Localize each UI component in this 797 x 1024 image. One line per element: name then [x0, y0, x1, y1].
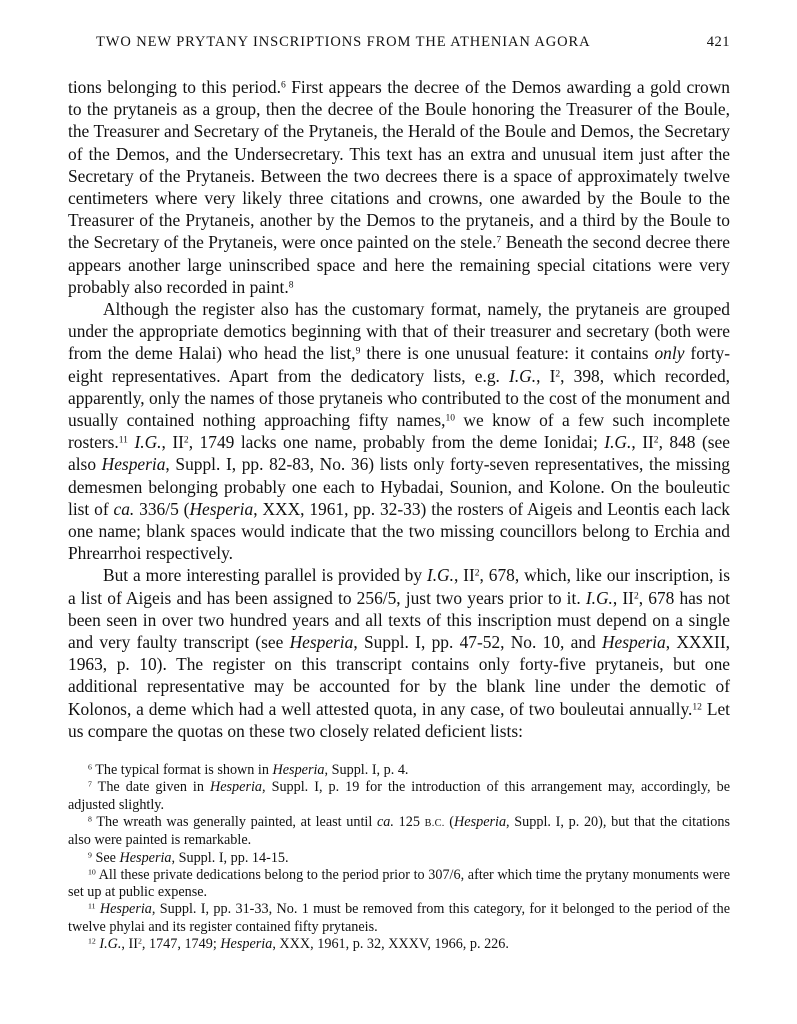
paragraph-2: Although the register also has the customary format, namely, the prytaneis are grouped under the appropriate demotics beginning with that of their treasurer and secretary (both were from the deme Halai) who head the list,$^9$ there is one unusual feature: it contains only forty-eight representatives. Apart from the dedicatory lists, e.g. I.G., $I^2$, 398, which recorded, apparently, only the names of those prytaneis who contributed to the cost of the monument and usually contained nothing approaching fifty names,$^{10}$ we know of a few such incomplete rosters.$^{11}$ I.G., $II^2$, 1749 lacks one name, probably from the deme Ionidai; I.G., $II^2$, 848 (see also Hesperia, Suppl. I, pp. 82-83, No. 36) lists only forty-seven representatives, the missing demesmen belonging probably one each to Hybadai, Sounion, and Kolone. On the bouleutic list of ca. 336/5 (Hesperia, XXX, 1961, pp. 32-33) the rosters of Aigeis and Leontis each lack one name; blank spaces would indicate that the two missing councillors belong to Erchia and Phrearrhoi respectively. [68, 299, 731, 564]
footnote-11: $^{11}$ Hesperia, Suppl. I, pp. 31-33, No. 1 must be removed from this category, for it belonged to the period of the twelve phylai and its register contained fifty prytaneis. [68, 901, 731, 935]
running-title: TWO NEW PRYTANY INSCRIPTIONS FROM THE ATHENIAN AGORA [96, 34, 591, 50]
footnote-ref-9[interactable]: 9 [355, 345, 361, 357]
footnote-7: $^7$ The date given in Hesperia, Suppl. I, p. 19 for the introduction of this arrangement may, accordingly, be adjusted slightly. [68, 779, 730, 813]
footnote-ref-12[interactable]: 12 [692, 700, 702, 712]
footnote-ref-11[interactable]: 11 [118, 434, 128, 446]
footnote-ref-6[interactable]: 6 [280, 79, 286, 91]
paragraph-1: tions belonging to this period.$^6$ First appears the decree of the Demos awarding a gold crown to the prytaneis as a group, then the decree of the Boule honoring the Treasurer of the Boule, the Treasurer and Secretary of the Prytaneis, the Herald of the Boule and Demos, the Secretary of the Demos, and the Undersecretary. This text has an extra and unusual item just after the Secretary of the Prytaneis. Between the two decrees there is a space of approximately twelve centimeters where very likely three citations and crowns, one awarded by the Boule to the Treasurer of the Prytaneis, another by the Demos to the prytaneis, and a third by the Boule to the Secretary of the Prytaneis, were once painted on the stele.$^7$ Beneath the second decree there appears another large uninscribed space and here the remaining special citations were very probably also recorded in paint.$^8$ [68, 77, 731, 297]
footnotes [68, 762, 730, 953]
footnote-ref-10[interactable]: 10 [445, 412, 456, 424]
footnote-10: $^{10}$ All these private dedications belong to the period prior to 307/6, after which time the prytany monuments were set up at public expense. [68, 866, 730, 901]
running-header [68, 34, 730, 58]
footnote-6: $^6$ The typical format is shown in Hesperia, Suppl. I, p. 4. [88, 762, 409, 779]
footnote-12: $^{12}$ I.G., $II^2$, 1747, 1749; Hesperia, XXX, 1961, p. 32, XXXV, 1966, p. 226. [88, 936, 509, 953]
footnote-9: $^9$ See Hesperia, Suppl. I, pp. 14-15. [88, 849, 289, 866]
footnote-ref-7[interactable]: 7 [496, 234, 502, 246]
page [68, 34, 730, 953]
footnote-ref-8[interactable]: 8 [288, 279, 294, 291]
page-number: 421 [706, 34, 730, 50]
paragraph-3: But a more interesting parallel is provided by I.G., $II^2$, 678, which, like our inscription, is a list of Aigeis and has been assigned to 256/5, just two years prior to it. I.G., $II^2$, 678 has not been seen in over two hundred years and all texts of this inscription must depend on a single and very faulty transcript (see Hesperia, Suppl. I, pp. 47-52, No. 10, and Hesperia, XXXII, 1963, p. 10). The register on this transcript contains only forty-five prytaneis, but one additional representative may be accounted for by the blank line under the demotic of Kolonos, a deme which had a well attested quota, in any case, of two bouleutai annually.$^{12}$ Let us compare the quotas on these two closely related deficient lists: [68, 565, 730, 741]
footnote-8: $^8$ The wreath was generally painted, at least until ca. 125 B.C. (Hesperia, Suppl. I, p. 20), but that the citations also were painted is remarkable. [68, 813, 731, 849]
body-text [68, 76, 730, 742]
